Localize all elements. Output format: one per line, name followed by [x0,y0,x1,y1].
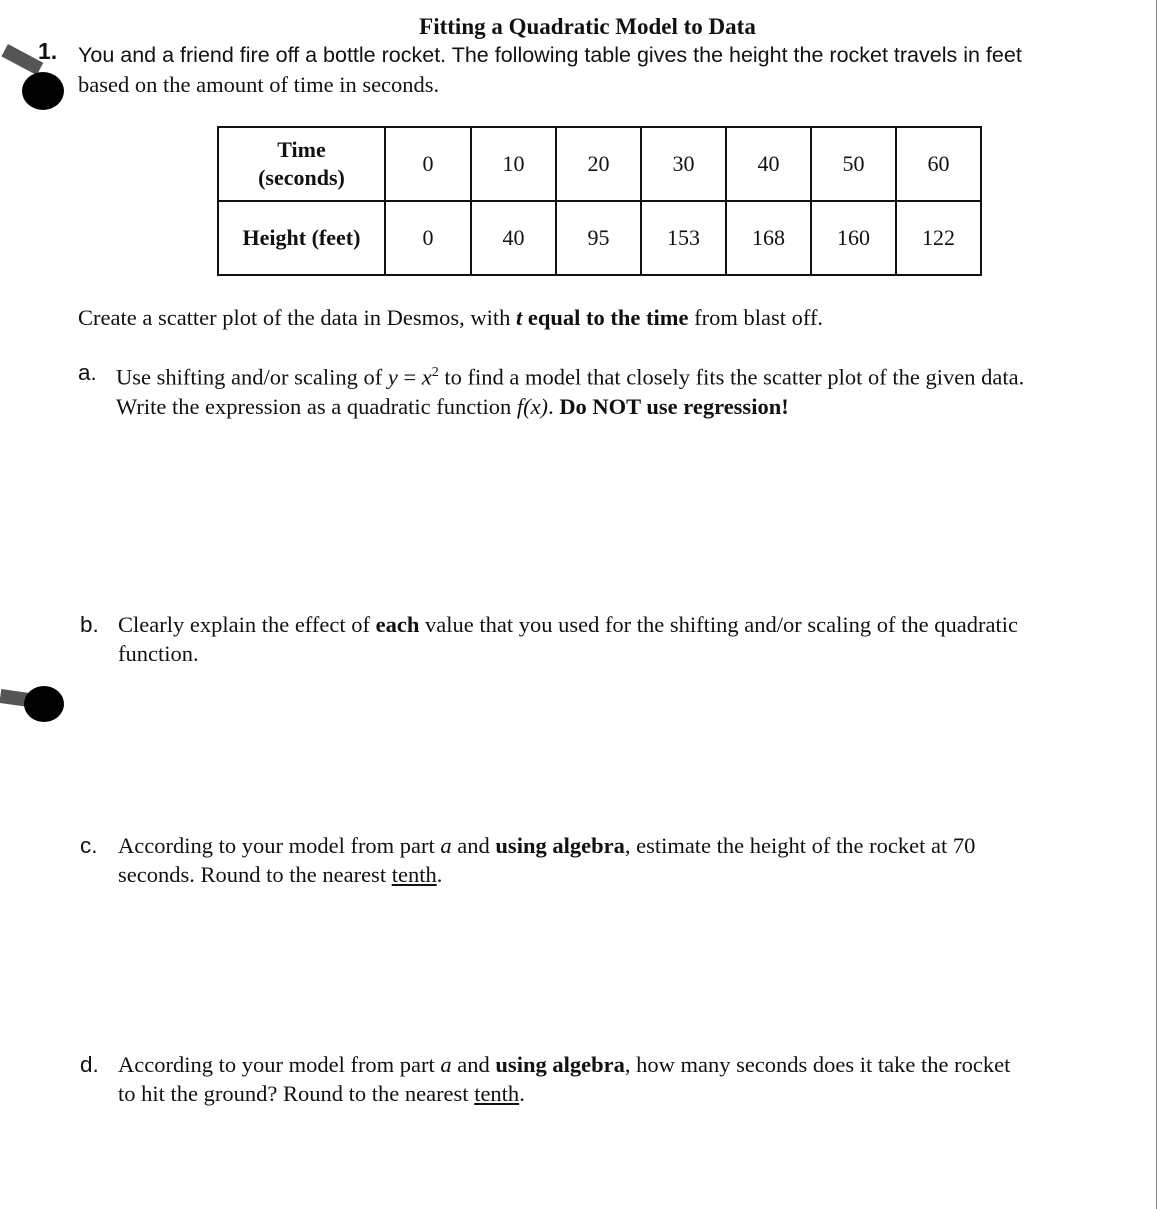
time-cell: 60 [896,127,981,201]
table-row-time [218,127,981,201]
page-title: Fitting a Quadratic Model to Data [419,14,756,39]
punch-hole-top [22,72,64,110]
time-cell: 10 [471,127,556,201]
data-table [217,126,982,276]
height-cell: 160 [811,201,896,275]
question-number: 1. [38,38,58,64]
time-cell: 50 [811,127,896,201]
height-cell: 168 [726,201,811,275]
time-cell: 30 [641,127,726,201]
part-c-text: According to your model from part a and using algebra, estimate the height of the rocket at 70 seconds. Round to the nearest tenth. [118,833,976,887]
time-cell: 20 [556,127,641,201]
part-d-label: d. [80,1052,99,1077]
height-cell: 95 [556,201,641,275]
time-header-cell [218,127,385,201]
function-fx: f(x) [516,393,549,419]
time-header-label: Time [277,137,326,162]
part-b-text: Clearly explain the effect of each value that you used for the shifting and/or scaling of the quadratic function. [118,612,1018,666]
page-edge [1156,0,1157,1209]
time-cell: 0 [385,127,471,201]
height-cell: 122 [896,201,981,275]
punch-hole-shadow-top [1,44,43,75]
part-a-label: a. [78,360,97,385]
part-a-text: Use shifting and/or scaling of $y = x^2$ to find a model that closely fits the scatter plot of the given data. Write the expression as a quadratic function f(x). Do NOT use regression! [116,364,1025,419]
part-c-label: c. [80,833,98,858]
time-cell: 40 [726,127,811,201]
time-header-unit: (seconds) [258,165,345,190]
table-row-height [218,201,981,275]
question-line-1: You and a friend fire off a bottle rocket. The following table gives the height the rocket travels in feet [78,43,1022,67]
height-cell: 153 [641,201,726,275]
question-text [78,41,1108,99]
variable-t: t [516,305,523,330]
instruction-text: Create a scatter plot of the data in Desmos, with t equal to the time from blast off. [78,305,824,330]
height-header-cell: Height (feet) [218,201,385,275]
height-cell: 0 [385,201,471,275]
question-line-2: based on the amount of time in seconds. [78,72,440,97]
height-cell: 40 [471,201,556,275]
no-regression-warning: Do NOT use regression! [559,393,789,419]
part-b-label: b. [80,612,99,637]
punch-hole-bottom [24,686,64,722]
part-d-text: According to your model from part a and using algebra, how many seconds does it take the rocket to hit the ground? Round to the nearest tenth. [118,1052,1011,1106]
